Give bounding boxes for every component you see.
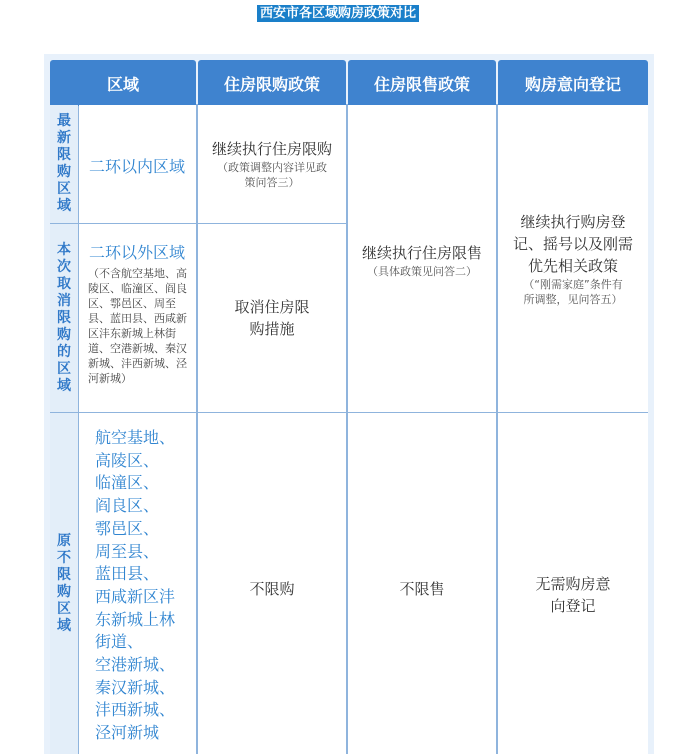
side-label-original: 原不限购区域 xyxy=(50,413,78,754)
side-label-latest: 最新限购区域 xyxy=(50,105,78,223)
registration-original: 无需购房意向登记 xyxy=(498,413,648,754)
header-sale-policy: 住房限售政策 xyxy=(348,60,496,106)
header-region: 区域 xyxy=(50,60,196,106)
policy-table-panel xyxy=(44,54,654,754)
region-outer-ring: 二环以外区域 （不含航空基地、高陵区、临潼区、阎良区、鄠邑区、周至县、蓝田县、西咸新区沣东新城上林街道、空港新城、秦汉新城、沣西新城、泾河新城） xyxy=(79,224,196,412)
region-original-list: 航空基地、 高陵区、 临潼区、 阎良区、 鄠邑区、 周至县、 蓝田县、 西咸新区沣 东新城上林 街道、 空港新城、 秦汉新城、 沣西新城、 泾河新城 xyxy=(79,413,196,754)
purchase-policy-inner: 继续执行住房限购 （政策调整内容详见政策问答三） xyxy=(198,105,346,223)
purchase-policy-outer: 取消住房限购措施 xyxy=(198,224,346,412)
registration-shared: 继续执行购房登记、摇号以及刚需优先相关政策 （“刚需家庭”条件有所调整，见问答五） xyxy=(498,105,648,412)
sale-policy-original: 不限售 xyxy=(348,413,496,754)
side-label-cancelled: 本次取消限购的区域 xyxy=(50,224,78,412)
region-inner-ring: 二环以内区域 xyxy=(79,105,196,223)
header-registration: 购房意向登记 xyxy=(498,60,648,106)
header-purchase-policy: 住房限购政策 xyxy=(198,60,346,106)
purchase-policy-original: 不限购 xyxy=(198,413,346,754)
page-title: 西安市各区域购房政策对比 xyxy=(257,5,419,22)
sale-policy-shared: 继续执行住房限售 （具体政策见问答二） xyxy=(348,105,496,412)
